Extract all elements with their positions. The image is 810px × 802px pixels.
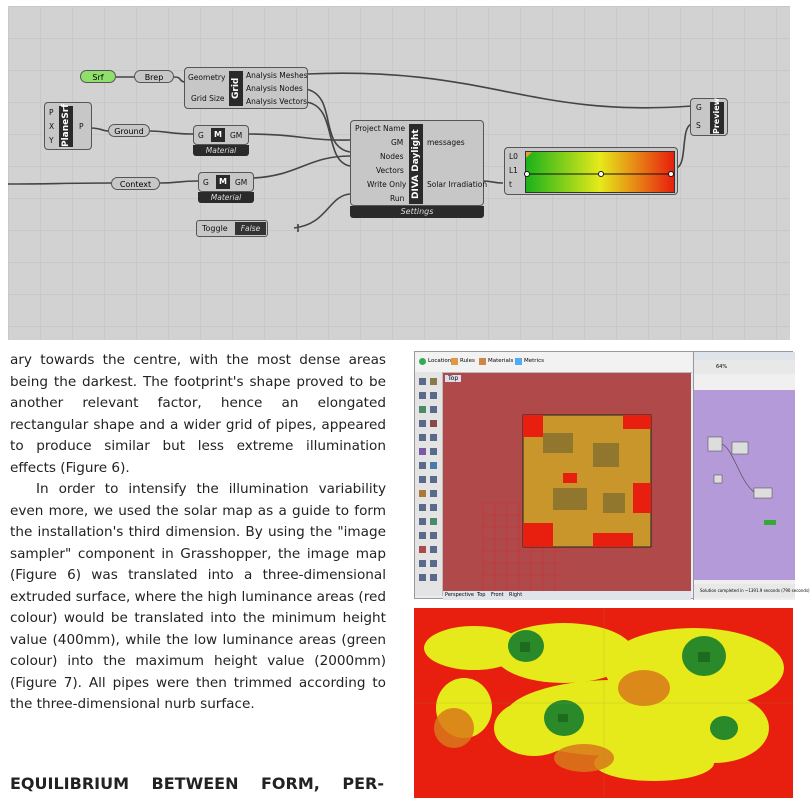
- grid-input-gridsize: Grid Size: [191, 94, 225, 103]
- diva-input-nodes: Nodes: [380, 152, 404, 161]
- grid-output-vectors: Analysis Vectors: [246, 97, 308, 106]
- paragraph-1: ary towards the centre, with the most dense areas being the darkest. The footprint's shape proved to be another relevant factor, hence an elongated rectangular shape and a wider grid of pipes, appeared to produce similar but less extreme illumination effects (Figure 6).: [10, 352, 386, 476]
- paragraph-2: In order to intensify the illumination variability even more, we used the solar map as a guide to form the installation's third dimension. By using the "image sampler" component in Grasshopper, the image map (Figure 6) was translated into a three-dimensional extruded surface, where the high luminance areas (red colour) would be translated into the minimum height value (400mm), while the low luminance areas (green colour) into the maximum height value (2000mm) (Figure 7). All pipes were then trimmed according to the three-dimensional nurb surface.: [10, 481, 386, 712]
- rules-icon: [451, 358, 458, 365]
- section-heading: EQUILIBRIUM BETWEEN FORM, PER-: [10, 774, 384, 793]
- grid-input-geometry: Geometry: [188, 73, 226, 82]
- material2-g: G: [203, 178, 209, 187]
- rhino-toolbar: [415, 352, 692, 373]
- material1-gm: GM: [230, 131, 243, 140]
- grid-output-nodes: Analysis Nodes: [246, 84, 303, 93]
- diva-input-projectname: Project Name: [355, 124, 406, 133]
- material1-g: G: [198, 131, 204, 140]
- material2-gm: GM: [235, 178, 248, 187]
- gradient-component[interactable]: [504, 147, 678, 195]
- material2-m: M: [216, 175, 230, 189]
- grid-component[interactable]: [184, 67, 308, 109]
- body-text: [10, 350, 386, 716]
- srf-label: Srf: [92, 73, 104, 82]
- srf-param[interactable]: [80, 70, 116, 83]
- diva-input-gm: GM: [391, 138, 404, 147]
- toolbar-rules: Rules: [460, 358, 475, 364]
- brep-param[interactable]: [134, 70, 174, 83]
- gh-mini-toolbar: [694, 360, 795, 374]
- toolbar-metrics: Metrics: [524, 358, 544, 364]
- diva-title: DIVA Daylight: [409, 124, 423, 204]
- metrics-icon: [515, 358, 522, 365]
- context-label: Context: [119, 180, 152, 189]
- gh-mini-window: [693, 352, 810, 600]
- tab-perspective[interactable]: Perspective: [445, 592, 474, 598]
- preview-title: Preview: [710, 102, 724, 134]
- gh-mini-titlebar: [694, 352, 795, 360]
- material-component-2[interactable]: [198, 172, 254, 192]
- rhino-left-tools: [415, 372, 443, 596]
- toolbar-materials: Materials: [488, 358, 514, 364]
- grid-output-meshes: Analysis Meshes: [246, 71, 308, 80]
- toggle-value[interactable]: False: [235, 222, 266, 235]
- material1-m: M: [211, 128, 225, 142]
- diva-input-vectors: Vectors: [376, 166, 404, 175]
- material-component-1[interactable]: [193, 125, 249, 145]
- planesrf-output-p: P: [79, 122, 84, 131]
- ground-label: Ground: [114, 127, 144, 136]
- ground-param[interactable]: [108, 124, 150, 137]
- zoom-level: 64%: [716, 364, 728, 370]
- viewport-drawing: [443, 373, 691, 591]
- gradient-grips[interactable]: [505, 148, 679, 196]
- diva-input-run: Run: [390, 194, 405, 203]
- gradient-input-l0: L0: [509, 152, 518, 161]
- tab-top[interactable]: Top: [477, 592, 486, 598]
- diva-footer: Settings: [350, 206, 484, 218]
- location-icon: [419, 358, 426, 365]
- planesrf-input-x: X: [49, 122, 55, 131]
- preview-component[interactable]: [690, 98, 728, 136]
- diva-daylight-component[interactable]: [350, 120, 488, 206]
- material1-footer: Material: [193, 145, 249, 156]
- status-text: Solution completed in ~1391.9 seconds (790 seconds): [700, 588, 810, 593]
- diva-output-messages: messages: [427, 138, 465, 147]
- diva-input-writeonly: Write Only: [367, 180, 407, 189]
- grasshopper-canvas[interactable]: [8, 6, 790, 340]
- diva-output-solar: Solar Irradiation: [427, 180, 488, 189]
- planesrf-title: PlaneSrf: [61, 103, 71, 147]
- heatmap-drawing: [414, 608, 793, 798]
- context-param[interactable]: [111, 177, 160, 190]
- planesrf-input-p: P: [49, 108, 54, 117]
- preview-input-s: S: [696, 121, 701, 130]
- gh-mini-components: [694, 390, 795, 580]
- brep-label: Brep: [144, 73, 164, 82]
- materials-icon: [479, 358, 486, 365]
- material2-footer: Material: [198, 192, 254, 203]
- solar-heatmap: [414, 608, 793, 798]
- rhino-viewport-tabs: [443, 591, 691, 600]
- tool-icons: [415, 372, 442, 596]
- tab-front[interactable]: Front: [491, 592, 504, 598]
- rhino-screenshot: [414, 351, 810, 599]
- planesrf-input-y: Y: [49, 136, 54, 145]
- toolbar-location: Location: [428, 358, 452, 364]
- preview-input-g: G: [696, 103, 702, 112]
- gh-mini-canvas: [694, 390, 795, 580]
- gradient-input-l1: L1: [509, 166, 518, 175]
- gh-mini-status: [694, 584, 810, 598]
- toggle-component[interactable]: [196, 220, 268, 237]
- gradient-input-t: t: [509, 180, 512, 189]
- tab-right[interactable]: Right: [509, 592, 523, 598]
- toggle-label: Toggle: [202, 224, 228, 233]
- grid-title: Grid: [229, 71, 243, 106]
- planesrf-component[interactable]: [44, 102, 92, 150]
- viewport-label: Top: [445, 375, 461, 382]
- rhino-viewport[interactable]: [443, 373, 691, 591]
